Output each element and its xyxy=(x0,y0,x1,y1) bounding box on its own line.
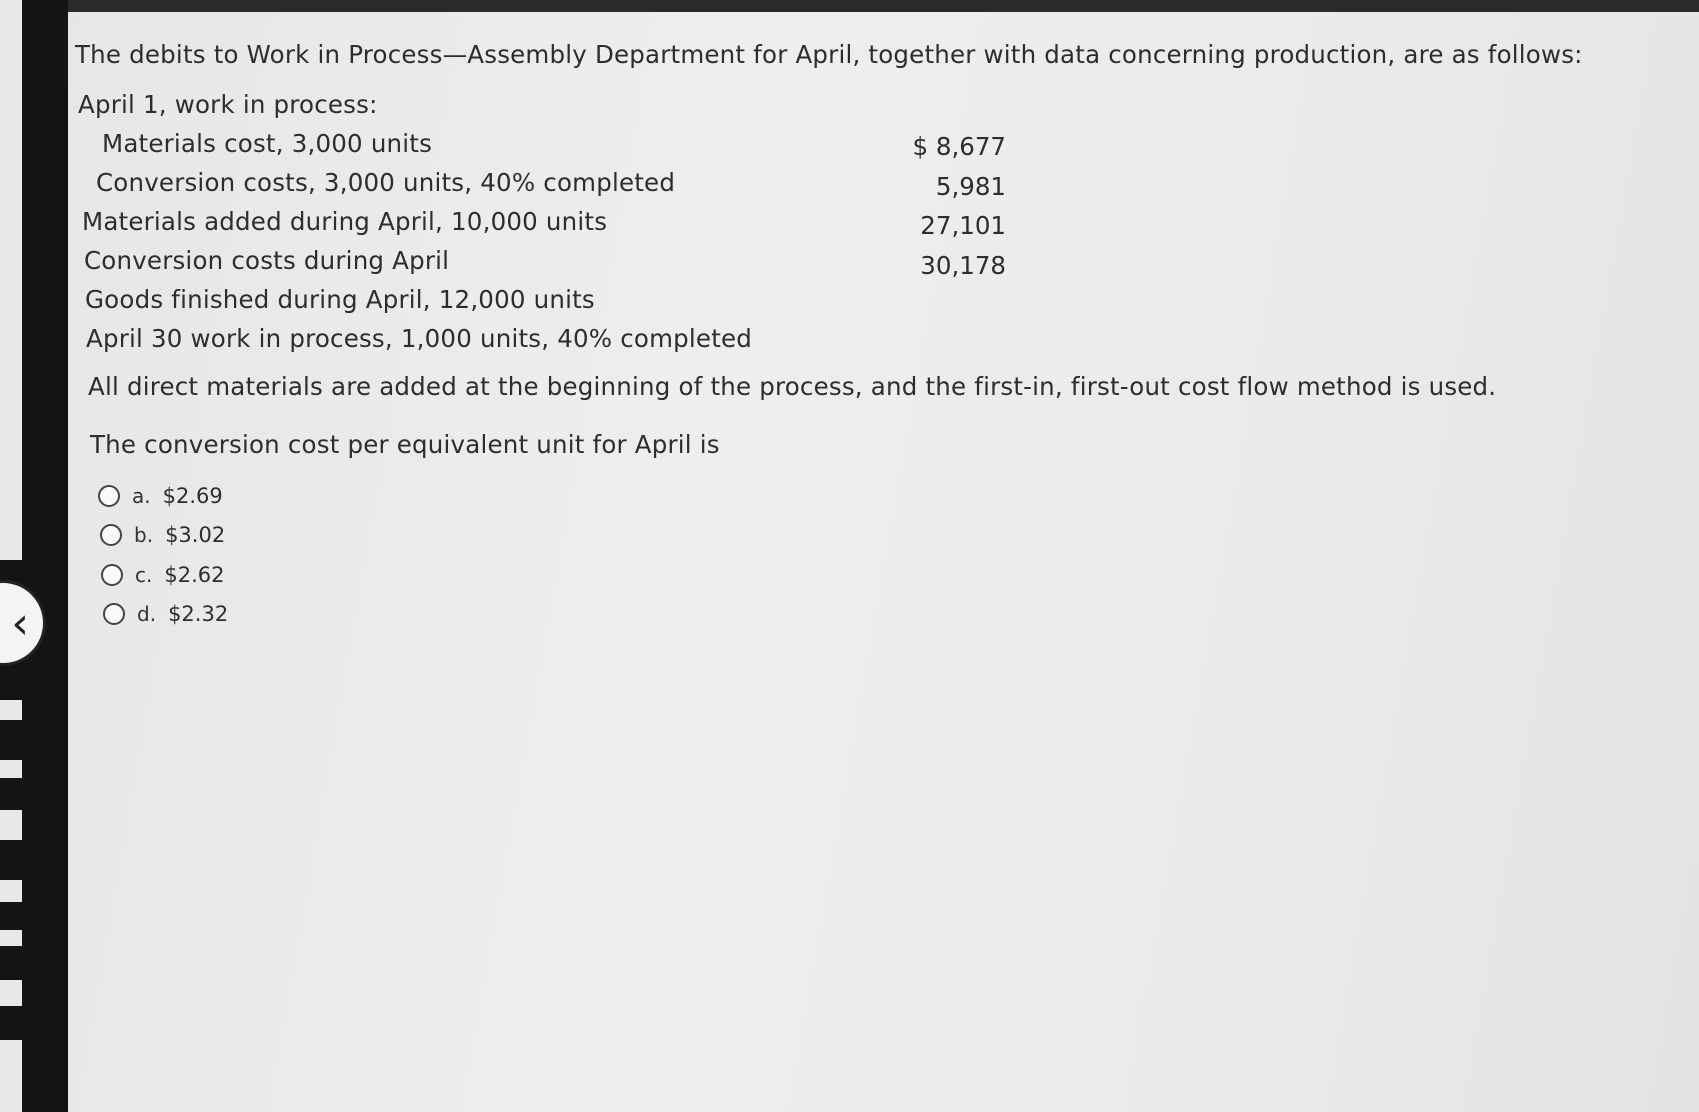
answer-option-c[interactable] xyxy=(101,563,224,587)
question-note: All direct materials are added at the beginning of the process, and the first-in, first-out cost flow method is used. xyxy=(88,372,1497,401)
row-label: Goods finished during April, 12,000 units xyxy=(85,285,595,314)
radio-button[interactable] xyxy=(103,603,125,625)
option-value: $3.02 xyxy=(165,523,226,547)
row-label: Materials cost, 3,000 units xyxy=(102,129,433,158)
question-prompt: The conversion cost per equivalent unit for April is xyxy=(90,430,720,459)
row-label: Conversion costs, 3,000 units, 40% completed xyxy=(96,168,676,197)
question-page xyxy=(28,12,1699,1112)
row-value: 30,178 xyxy=(920,251,1006,280)
wip-header: April 1, work in process: xyxy=(78,90,378,119)
radio-button[interactable] xyxy=(98,485,120,507)
monitor-left-bezel xyxy=(0,0,68,1112)
option-letter: d. xyxy=(137,602,157,626)
row-value: $ 8,677 xyxy=(912,132,1006,161)
radio-button[interactable] xyxy=(101,564,123,586)
option-value: $2.69 xyxy=(162,484,223,508)
option-letter: a. xyxy=(132,484,151,508)
row-label: April 30 work in process, 1,000 units, 40% completed xyxy=(86,324,753,353)
chevron-left-icon: ‹ xyxy=(11,597,29,649)
option-letter: c. xyxy=(135,563,153,587)
radio-button[interactable] xyxy=(100,524,122,546)
answer-option-a[interactable] xyxy=(98,484,223,508)
option-value: $2.62 xyxy=(164,563,225,587)
row-value: 5,981 xyxy=(935,172,1006,201)
row-label: Conversion costs during April xyxy=(84,246,450,275)
answer-option-d[interactable] xyxy=(103,602,228,626)
option-letter: b. xyxy=(134,523,154,547)
option-value: $2.32 xyxy=(168,602,229,626)
row-value: 27,101 xyxy=(920,211,1006,240)
answer-option-b[interactable] xyxy=(100,523,225,547)
question-intro: The debits to Work in Process—Assembly Department for April, together with data concerning production, are as follows: xyxy=(75,40,1583,69)
row-label: Materials added during April, 10,000 units xyxy=(82,207,608,236)
